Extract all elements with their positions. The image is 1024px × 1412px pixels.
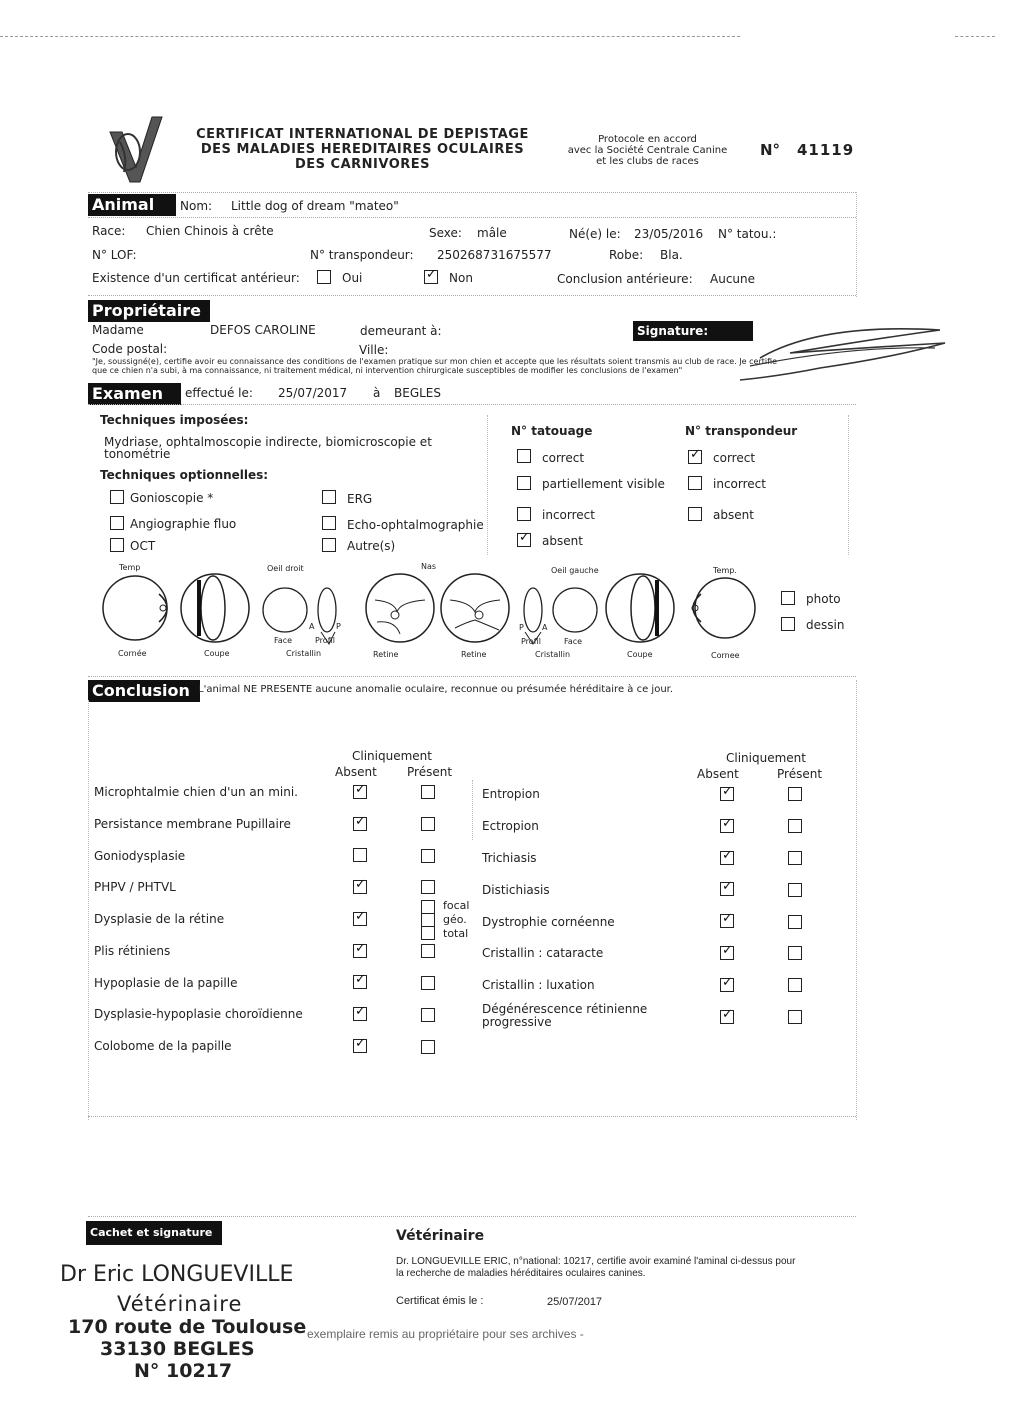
gonioscopie-label: Gonioscopie *	[130, 491, 214, 505]
diagram-nas: Nas	[421, 562, 437, 571]
eye-diagrams	[95, 572, 775, 647]
row-cataracte: Cristallin : cataracte	[482, 946, 604, 960]
section-examen: Examen	[88, 383, 181, 405]
colobome-absent-checkbox[interactable]	[353, 1039, 367, 1053]
birth-value: 23/05/2016	[634, 227, 704, 241]
divider	[88, 192, 856, 193]
row-luxation: Cristallin : luxation	[482, 978, 595, 992]
tatouage-correct-checkbox[interactable]	[517, 449, 531, 463]
row-goniodysplasie: Goniodysplasie	[94, 849, 186, 863]
distichiasis-absent-checkbox[interactable]	[720, 882, 734, 896]
divider	[88, 404, 856, 405]
sexe-label: Sexe:	[429, 226, 462, 240]
phpv-absent-checkbox[interactable]	[353, 880, 367, 894]
oui-checkbox[interactable]	[317, 270, 331, 284]
sexe-value: mâle	[477, 226, 507, 240]
distichiasis-present-checkbox[interactable]	[788, 883, 802, 897]
label-a-right: A	[542, 623, 548, 632]
protocol-text: Protocole en accord avec la Société Centrale Canine et les clubs de races	[567, 134, 728, 167]
transpondeur-value: 250268731675577	[437, 248, 552, 262]
angiographie-label: Angiographie fluo	[130, 517, 237, 531]
retina-left-drawing	[366, 574, 434, 642]
plis-present-checkbox[interactable]	[421, 944, 435, 958]
ectropion-absent-checkbox[interactable]	[720, 819, 734, 833]
stamp-line-2: Vétérinaire	[117, 1292, 243, 1316]
oct-checkbox[interactable]	[110, 538, 124, 552]
transpondeur-correct-checkbox[interactable]	[688, 450, 702, 464]
row-persistance: Persistance membrane Pupillaire	[94, 817, 291, 831]
retina-right-drawing	[441, 574, 509, 642]
tatou-label: N° tatou.:	[718, 227, 777, 241]
label-p-left: P	[336, 622, 341, 631]
divider	[88, 295, 856, 296]
microphtalmie-absent-checkbox[interactable]	[353, 785, 367, 799]
owner-civilite: Madame	[92, 323, 144, 337]
dysplasie-geo-label: géo.	[443, 913, 467, 926]
section-right-drawing	[606, 574, 674, 642]
goniodysplasie-absent-checkbox[interactable]	[353, 848, 367, 862]
persistance-absent-checkbox[interactable]	[353, 817, 367, 831]
diagram-oeil-droit: Oeil droit	[267, 564, 304, 573]
cataracte-present-checkbox[interactable]	[788, 946, 802, 960]
label-face-left: Face	[274, 636, 293, 645]
certificat-date: 25/07/2017	[547, 1296, 603, 1308]
cliniquement-left: Cliniquement	[352, 749, 432, 763]
label-face-right: Face	[564, 637, 583, 646]
erg-checkbox[interactable]	[322, 490, 336, 504]
dessin-label: dessin	[806, 618, 845, 632]
dysplasie-total-label: total	[443, 927, 469, 940]
existence-label: Existence d'un certificat antérieur:	[92, 271, 300, 285]
tatouage-correct-label: correct	[542, 451, 585, 465]
divider	[88, 1116, 856, 1117]
label-retine-left: Retine	[373, 650, 399, 659]
row-dysplasie-choroidienne: Dysplasie-hypoplasie choroïdienne	[94, 1007, 303, 1021]
scan-artifact-line	[955, 36, 995, 37]
degenerescence-present-checkbox[interactable]	[788, 1010, 802, 1024]
present-right-header: Présent	[777, 767, 823, 781]
row-phpv: PHPV / PHTVL	[94, 880, 176, 894]
divider	[848, 415, 849, 555]
tatouage-absent-checkbox[interactable]	[517, 533, 531, 547]
robe-value: Bla.	[660, 248, 683, 262]
erg-label: ERG	[347, 492, 373, 506]
degenerescence-absent-checkbox[interactable]	[720, 1010, 734, 1024]
birth-label: Né(e) le:	[569, 227, 621, 241]
divider	[88, 217, 856, 218]
dysplasie-geo-checkbox[interactable]	[421, 913, 435, 927]
cornea-left-drawing	[103, 576, 167, 640]
lof-label: N° LOF:	[92, 248, 137, 262]
echo-checkbox[interactable]	[322, 516, 336, 530]
label-p-right: P	[519, 623, 524, 632]
row-degenerescence: Dégénérescence rétinienne progressive	[482, 1002, 648, 1029]
transpondeur-incorrect-label: incorrect	[713, 477, 766, 491]
photo-checkbox[interactable]	[781, 591, 795, 605]
section-animal: Animal	[88, 194, 176, 216]
owner-mention: "Je, soussigné(e), certifie avoir eu connaissance des conditions de l'examen pratique sur mon chien et accepte que les résultats soient transmis au club de race. Je certifie que ce chien n'a subi, à ma connaissance, ni traitement médical, ni intervention chirurgicale susceptibles de modifier les conclusions de l'examen"	[92, 357, 778, 375]
imposees-label: Techniques imposées:	[100, 413, 249, 427]
absent-right-header: Absent	[697, 767, 739, 781]
divider	[487, 415, 488, 555]
gonioscopie-checkbox[interactable]	[110, 490, 124, 504]
label-cristallin-right: Cristallin	[535, 650, 571, 659]
persistance-present-checkbox[interactable]	[421, 817, 435, 831]
label-a-left: A	[309, 622, 315, 631]
divider	[88, 1216, 856, 1217]
ville-label: Ville:	[359, 343, 389, 357]
non-checkbox[interactable]	[424, 270, 438, 284]
title-line-3: DES CARNIVORES	[294, 157, 431, 172]
goniodysplasie-present-checkbox[interactable]	[421, 849, 435, 863]
row-plis-retiniens: Plis rétiniens	[94, 944, 171, 958]
diagram-oeil-gauche: Oeil gauche	[551, 566, 599, 575]
row-ectropion: Ectropion	[482, 819, 539, 833]
divider	[88, 676, 856, 677]
row-microphtalmie: Microphtalmie chien d'un an mini.	[94, 785, 298, 799]
section-left-drawing	[181, 574, 249, 642]
title-line-1: CERTIFICAT INTERNATIONAL DE DEPISTAGE	[196, 127, 529, 142]
ectropion-present-checkbox[interactable]	[788, 819, 802, 833]
transpondeur-label: N° transpondeur:	[310, 248, 414, 262]
veterinaire-title: Vétérinaire	[396, 1228, 485, 1244]
dysplasie-retine-absent-checkbox[interactable]	[353, 912, 367, 926]
non-label: Non	[449, 271, 473, 285]
divider	[856, 192, 857, 297]
scan-artifact-line	[0, 36, 740, 37]
row-entropion: Entropion	[482, 787, 540, 801]
lens-right-drawing	[524, 588, 597, 644]
title-line-2: DES MALADIES HEREDITAIRES OCULAIRES	[200, 142, 525, 157]
absent-left-header: Absent	[335, 765, 377, 779]
vet-statement: Dr. LONGUEVILLE ERIC, n°national: 10217, certifie avoir examiné l'aminal ci-dessus pour la recherche de maladies héréditaires oculaires canines.	[396, 1256, 796, 1279]
stamp-line-3: 170 route de Toulouse	[68, 1316, 307, 1338]
race-value: Chien Chinois à crête	[146, 224, 274, 238]
trichiasis-absent-checkbox[interactable]	[720, 851, 734, 865]
certificate-number: 41119	[797, 141, 855, 159]
conclusion-text: L'animal NE PRESENTE aucune anomalie oculaire, reconnue ou présumée héréditaire à ce jour.	[198, 684, 674, 695]
dysplasie-focal-label: focal	[443, 899, 470, 912]
stamp-line-4: 33130 BEGLES	[100, 1338, 255, 1360]
effectue-label: effectué le:	[185, 386, 253, 400]
cornea-right-drawing	[692, 578, 755, 638]
divider	[856, 680, 857, 1120]
plis-absent-checkbox[interactable]	[353, 944, 367, 958]
imposees-text: Mydriase, ophtalmoscopie indirecte, biomicroscopie et tonométrie	[104, 435, 432, 461]
exam-location: BEGLES	[394, 386, 441, 400]
label-profil-right: Profil	[521, 637, 541, 646]
demeurant-label: demeurant à:	[360, 324, 442, 338]
tatouage-title: N° tatouage	[511, 424, 593, 438]
cliniquement-right: Cliniquement	[726, 751, 806, 765]
stamp-line-5: N° 10217	[134, 1360, 233, 1382]
present-left-header: Présent	[407, 765, 453, 779]
dysplasie-focal-checkbox[interactable]	[421, 900, 435, 914]
choroidienne-present-checkbox[interactable]	[421, 1008, 435, 1022]
row-colobome: Colobome de la papille	[94, 1039, 232, 1053]
tatouage-partiel-label: partiellement visible	[542, 477, 665, 491]
tatouage-absent-label: absent	[542, 534, 583, 548]
section-conclusion: Conclusion	[88, 680, 200, 702]
luxation-present-checkbox[interactable]	[788, 978, 802, 992]
label-coupe-left: Coupe	[204, 649, 230, 658]
row-dystrophie: Dystrophie cornéenne	[482, 915, 615, 929]
transpondeur-incorrect-checkbox[interactable]	[688, 476, 702, 490]
entropion-absent-checkbox[interactable]	[720, 787, 734, 801]
diagram-temp-left: Temp	[119, 563, 141, 572]
exemplaire-note: exemplaire remis au propriétaire pour ses archives -	[307, 1327, 584, 1341]
exam-date: 25/07/2017	[278, 386, 348, 400]
dysplasie-total-checkbox[interactable]	[421, 926, 435, 940]
row-trichiasis: Trichiasis	[482, 851, 537, 865]
entropion-present-checkbox[interactable]	[788, 787, 802, 801]
label-cristallin-left: Cristallin	[286, 649, 322, 658]
luxation-absent-checkbox[interactable]	[720, 978, 734, 992]
cachet-label: Cachet et signature	[86, 1221, 222, 1245]
robe-label: Robe:	[609, 248, 644, 262]
cataracte-absent-checkbox[interactable]	[720, 946, 734, 960]
transpondeur-absent-label: absent	[713, 508, 754, 522]
owner-signature	[700, 318, 950, 388]
hypoplasie-present-checkbox[interactable]	[421, 976, 435, 990]
label-profil-left: Profil	[315, 636, 335, 645]
certificate-title	[190, 127, 535, 172]
optionnelles-label: Techniques optionnelles:	[100, 468, 269, 482]
divider	[472, 780, 473, 840]
signature-label: Signature:	[633, 321, 753, 341]
tatouage-partiel-checkbox[interactable]	[517, 476, 531, 490]
logo	[100, 112, 170, 187]
hypoplasie-absent-checkbox[interactable]	[353, 975, 367, 989]
dystrophie-absent-checkbox[interactable]	[720, 914, 734, 928]
phpv-present-checkbox[interactable]	[421, 880, 435, 894]
certificat-emis-label: Certificat émis le :	[396, 1295, 484, 1307]
row-dysplasie-retine: Dysplasie de la rétine	[94, 912, 225, 926]
transpondeur-correct-label: correct	[713, 451, 756, 465]
conclusion-anterieure-label: Conclusion antérieure:	[557, 272, 693, 286]
autres-checkbox[interactable]	[322, 538, 336, 552]
label-cornee-right: Cornee	[711, 651, 740, 660]
certificate-number-label: N°	[760, 141, 781, 159]
autres-label: Autre(s)	[347, 539, 396, 553]
section-proprietaire: Propriétaire	[88, 300, 210, 322]
row-hypoplasie-papille: Hypoplasie de la papille	[94, 976, 238, 990]
divider	[88, 700, 89, 1120]
transpondeur-title: N° transpondeur	[685, 424, 798, 438]
a-label: à	[373, 386, 381, 400]
nom-label: Nom:	[180, 199, 213, 213]
colobome-present-checkbox[interactable]	[421, 1040, 435, 1054]
label-coupe-right: Coupe	[627, 650, 653, 659]
tatouage-incorrect-label: incorrect	[542, 508, 595, 522]
conclusion-anterieure-value: Aucune	[710, 272, 756, 286]
photo-label: photo	[806, 592, 841, 606]
trichiasis-present-checkbox[interactable]	[788, 851, 802, 865]
oct-label: OCT	[130, 539, 156, 553]
dystrophie-present-checkbox[interactable]	[788, 915, 802, 929]
label-retine-right: Retine	[461, 650, 487, 659]
oui-label: Oui	[342, 271, 363, 285]
dessin-checkbox[interactable]	[781, 617, 795, 631]
diagram-temp-right: Temp.	[713, 566, 737, 575]
microphtalmie-present-checkbox[interactable]	[421, 785, 435, 799]
transpondeur-absent-checkbox[interactable]	[688, 507, 702, 521]
race-label: Race:	[92, 224, 126, 238]
row-distichiasis: Distichiasis	[482, 883, 550, 897]
angiographie-checkbox[interactable]	[110, 516, 124, 530]
choroidienne-absent-checkbox[interactable]	[353, 1007, 367, 1021]
tatouage-incorrect-checkbox[interactable]	[517, 507, 531, 521]
label-cornee-left: Cornée	[118, 649, 147, 658]
owner-name: DEFOS CAROLINE	[210, 323, 316, 337]
echo-label: Echo-ophtalmographie	[347, 518, 484, 532]
code-postal-label: Code postal:	[92, 342, 168, 356]
stamp-line-1: Dr Eric LONGUEVILLE	[60, 1262, 294, 1287]
nom-value: Little dog of dream "mateo"	[231, 199, 399, 213]
